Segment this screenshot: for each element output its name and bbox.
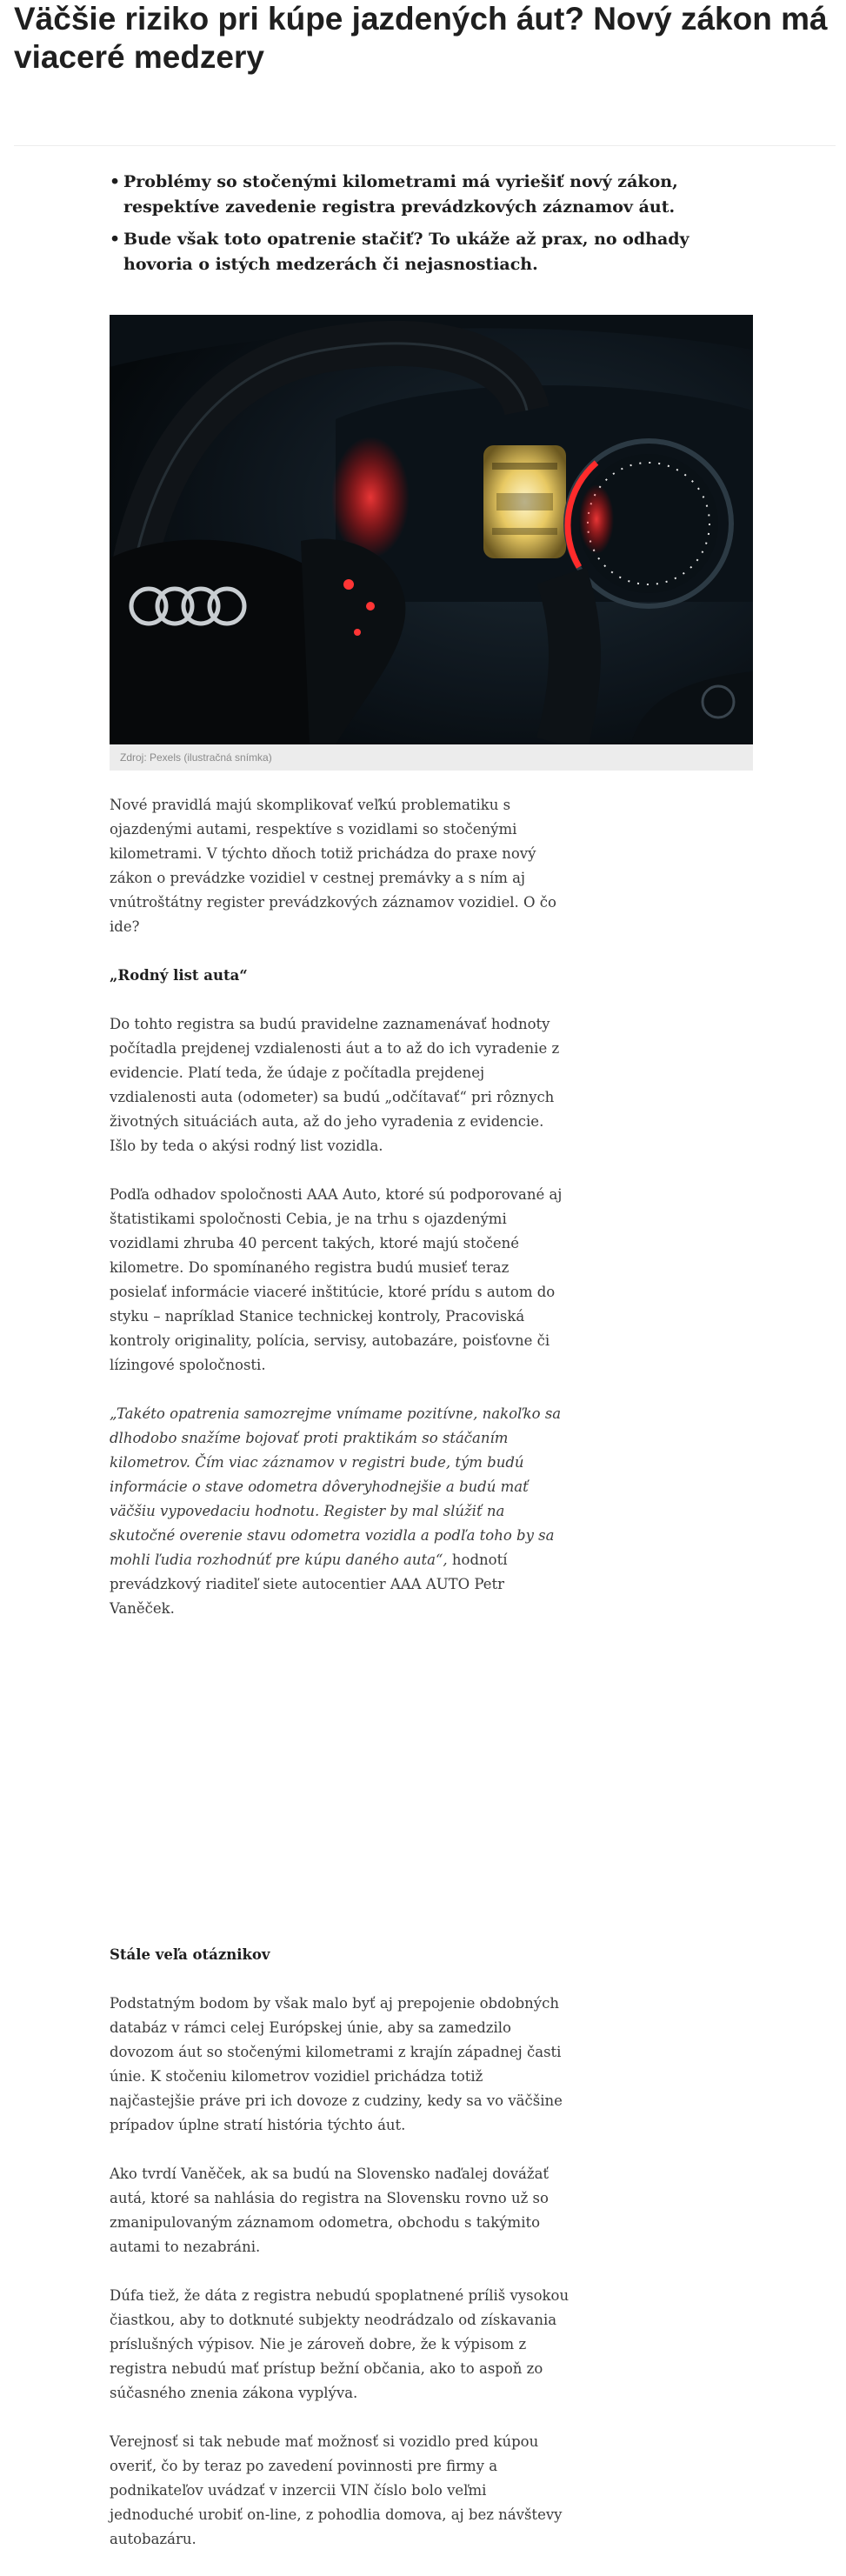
quote-text: „Takéto opatrenia samozrejme vnímame pozitívne, nakoľko sa dlhodobo snažíme bojovať proti praktikám so stáčaním kilometrov. Čím viac záznamov v registri bude, tým budú informácie o stave odometra dôveryhodnejšie a budú mať väčšiu vypovedaciu hodnotu. Register by mal slúžiť na skutočné overenie stavu odometra vozidla a podľa toho by sa mohli ľudia rozhodnúť pre kúpu daného auta“,	[110, 1405, 562, 1568]
quote-attribution: hodnotí prevádzkový riaditeľ siete autocentier AAA AUTO Petr Vaněček.	[110, 1552, 508, 1617]
quote-paragraph	[110, 1402, 570, 1621]
image-caption: Zdroj: Pexels (ilustračná snímka)	[110, 744, 753, 771]
header-divider	[14, 145, 836, 146]
perex-item: • Problémy so stočenými kilometrami má vyriešiť nový zákon, respektíve zavedenie registra prevádzkových záznamov áut.	[110, 170, 753, 220]
perex-item: • Bude však toto opatrenie stačiť? To ukáže až prax, no odhady hovoria o istých medzerách či nejasnostiach.	[110, 227, 753, 277]
body-paragraph: Ako tvrdí Vaněček, ak sa budú na Slovensko naďalej dovážať autá, ktoré sa nahlásia do registra na Slovensku rovno už so zmanipulovaným záznamom odometra, obchodu s takýmito autami to nezabráni.	[110, 2166, 550, 2255]
article-figure	[110, 315, 753, 771]
body-paragraph: Verejnosť si tak nebude mať možnosť si vozidlo pred kúpou overiť, čo by teraz po zavedení povinnosti pre firmy a podnikateľov uvádzať v inzercii VIN číslo bolo veľmi jednoduché urobiť on-line, z pohodlia domova, aj bez návštevy autobazáru.	[110, 2433, 563, 2547]
article-headline: Väčšie riziko pri kúpe jazdených áut? Nový zákon má viaceré medzery	[14, 1, 828, 75]
body-paragraph: Do tohto registra sa budú pravidelne zaznamenávať hodnoty počítadla prejdenej vzdialenosti áut a to až do ich vyradenie z evidencie. Platí teda, že údaje z počítadla prejdenej vzdialenosti auta (odometer) sa budú „odčítavať“ pri rôznych životných situáciách auta, až do jeho vyradenia z evidencie. Išlo by teda o akýsi rodný list vozidla.	[110, 1016, 560, 1154]
section-heading: Stále veľa otáznikov	[110, 1946, 270, 1963]
section-heading: „Rodný list auta“	[110, 967, 248, 984]
body-paragraph: Podľa odhadov spoločnosti AAA Auto, ktoré sú podporované aj štatistikami spoločnosti Cebia, je na trhu s ojazdenými vozidlami zhruba 40 percent takých, ktoré majú stočené kilometre. Do spomínaného registra budú musieť teraz posielať informácie viaceré inštitúcie, ktoré prídu s autom do styku – napríklad Stanice technickej kontroly, Pracoviská kontroly originality, polícia, servisy, autobazáre, poisťovne či lízingové spoločnosti.	[110, 1186, 563, 1373]
intro-paragraph: Nové pravidlá majú skomplikovať veľkú problematiku s ojazdenými autami, respektíve s vozidlami so stočenými kilometrami. V týchto dňoch totiž prichádza do praxe nový zákon o prevádzke vozidiel v cestnej premávky a s ním aj vnútroštátny register prevádzkových záznamov vozidiel. O čo ide?	[110, 797, 556, 935]
perex-list	[110, 170, 753, 284]
article-body	[110, 793, 570, 2576]
blank-space	[110, 1645, 570, 1943]
steering-wheel-photo	[110, 315, 753, 744]
body-paragraph: Dúfa tiež, že dáta z registra nebudú spoplatnené príliš vysokou čiastkou, aby to dotknuté subjekty neodrádzalo od získavania príslušných výpisov. Nie je zároveň dobre, že k výpisom z registra nebudú mať prístup bežní občania, ako to aspoň zo súčasného znenia zákona vyplýva.	[110, 2287, 570, 2401]
body-paragraph: Podstatným bodom by však malo byť aj prepojenie obdobných databáz v rámci celej Európskej únie, aby sa zamedzilo dovozom áut so stočenými kilometrami z krajín západnej časti únie. K stočeniu kilometrov vozidiel prichádza totiž najčastejšie práve pri ich dovoze z cudziny, kedy sa vo väčšine prípadov úplne stratí história týchto áut.	[110, 1995, 563, 2133]
